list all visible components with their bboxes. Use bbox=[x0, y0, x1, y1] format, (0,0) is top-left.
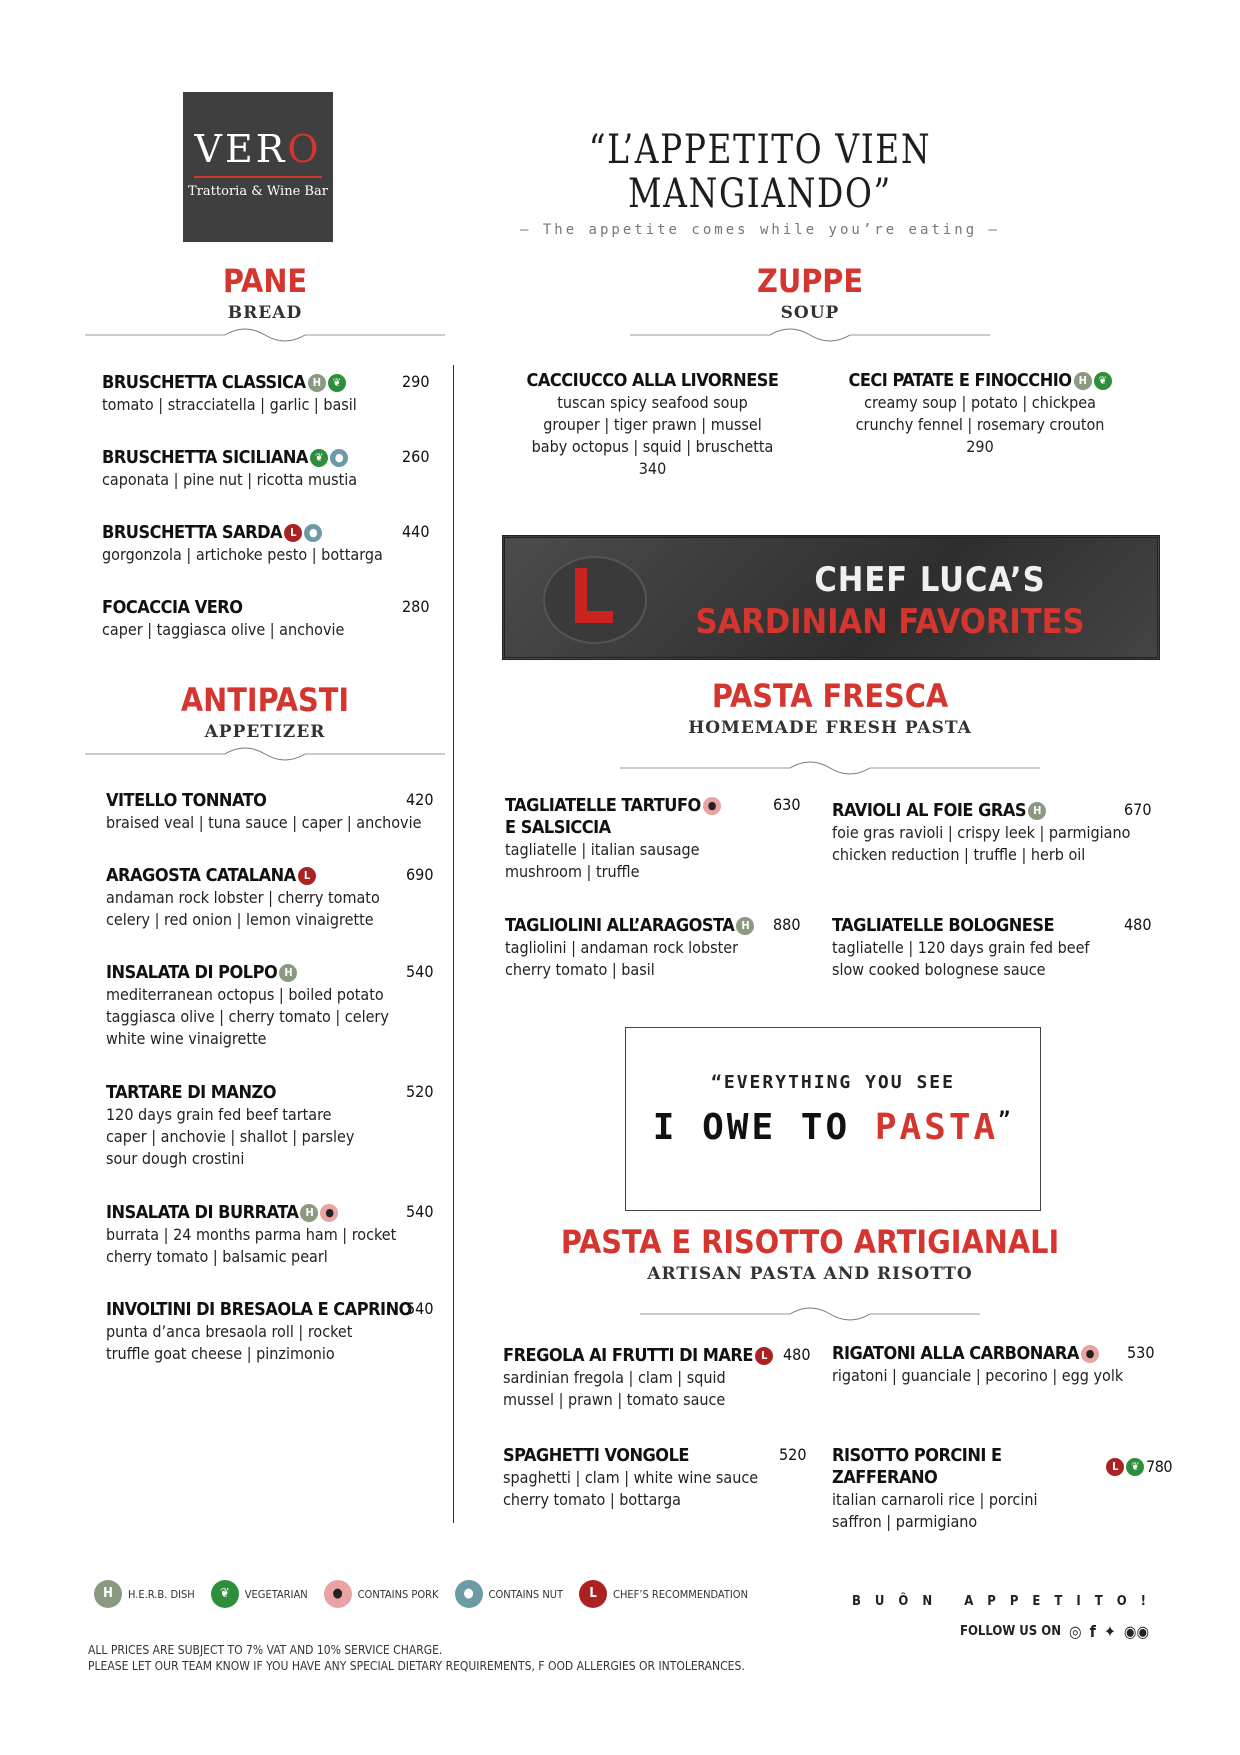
menu-item bbox=[503, 1445, 808, 1511]
item-price: 480 bbox=[783, 1345, 811, 1364]
chef-badge bbox=[543, 556, 647, 644]
item-desc: tagliatelle | italian sausage bbox=[505, 840, 700, 859]
item-name: TARTARE DI MANZO bbox=[106, 1082, 277, 1103]
item-desc: italian carnaroli rice | porcini bbox=[832, 1490, 1038, 1509]
vegetarian-icon: ❦ bbox=[310, 449, 328, 467]
item-desc: grouper | tiger prawn | mussel bbox=[543, 415, 762, 434]
item-desc: celery | red onion | lemon vinaigrette bbox=[106, 910, 374, 929]
section-title: PASTA FRESCA bbox=[711, 677, 949, 715]
section-subtitle: BREAD bbox=[227, 303, 303, 323]
item-name: E SALSICCIA bbox=[505, 817, 611, 838]
chef-recommendation-icon: L bbox=[1106, 1458, 1124, 1476]
nut-icon: ● bbox=[455, 1580, 483, 1608]
item-desc: cherry tomato | bottarga bbox=[503, 1490, 681, 1509]
item-desc: foie gras ravioli | crispy leek | parmigiano bbox=[832, 823, 1131, 842]
chef-recommendation-icon: L bbox=[298, 867, 316, 885]
item-price: 290 bbox=[402, 372, 430, 391]
item-name: INVOLTINI DI BRESAOLA E CAPRINO bbox=[106, 1299, 412, 1320]
twitter-icon[interactable]: ✦ bbox=[1103, 1622, 1116, 1641]
herb-icon: H bbox=[94, 1580, 122, 1608]
item-name: BRUSCHETTA CLASSICA bbox=[102, 372, 306, 393]
banner-line1: CHEF LUCA’S bbox=[814, 560, 1046, 600]
footer-note: ALL PRICES ARE SUBJECT TO 7% VAT AND 10% SERVICE CHARGE. bbox=[88, 1643, 443, 1657]
facebook-icon[interactable]: f bbox=[1089, 1622, 1096, 1641]
pasta-quote-line2: I OWE TO PASTA” bbox=[652, 1107, 1014, 1148]
item-name: CACCIUCCO ALLA LIVORNESE bbox=[526, 370, 779, 391]
menu-item bbox=[106, 790, 446, 834]
footer-notes bbox=[88, 1642, 745, 1674]
section-subtitle: HOMEMADE FRESH PASTA bbox=[688, 718, 972, 738]
item-name: TAGLIOLINI ALL’ARAGOSTA bbox=[505, 915, 735, 936]
item-name: RAVIOLI AL FOIE GRAS bbox=[832, 800, 1027, 821]
menu-item bbox=[102, 372, 442, 416]
menu-item bbox=[832, 915, 1162, 981]
item-price: 520 bbox=[406, 1082, 434, 1101]
item-price: 480 bbox=[1124, 915, 1152, 934]
item-name: FOCACCIA VERO bbox=[102, 597, 243, 618]
item-desc: andaman rock lobster | cherry tomato bbox=[106, 888, 380, 907]
legend-label: VEGETARIAN bbox=[244, 1587, 308, 1601]
legend bbox=[92, 1580, 762, 1608]
follow-label: FOLLOW US ON bbox=[960, 1624, 1062, 1639]
item-desc: sour dough crostini bbox=[106, 1149, 245, 1168]
item-name: BRUSCHETTA SICILIANA bbox=[102, 447, 308, 468]
item-price: 260 bbox=[402, 447, 430, 466]
section-pasta-fresca-header bbox=[620, 677, 1040, 780]
item-desc: creamy soup | potato | chickpea bbox=[864, 393, 1096, 412]
item-desc: caponata | pine nut | ricotta mustia bbox=[102, 470, 358, 489]
item-name: SPAGHETTI VONGOLE bbox=[503, 1445, 689, 1466]
menu-item bbox=[845, 370, 1115, 458]
menu-item bbox=[505, 795, 805, 883]
chef-recommendation-icon: L bbox=[579, 1580, 607, 1608]
item-price: 540 bbox=[406, 1299, 434, 1318]
item-price: 520 bbox=[779, 1445, 807, 1464]
pasta-quote-box bbox=[625, 1027, 1041, 1211]
item-desc: slow cooked bolognese sauce bbox=[832, 960, 1046, 979]
menu-item bbox=[520, 370, 785, 480]
pasta-quote-line1: “EVERYTHING YOU SEE bbox=[711, 1072, 955, 1093]
item-price: 530 bbox=[1127, 1343, 1155, 1362]
vegetarian-icon: ❦ bbox=[1094, 372, 1112, 390]
item-name: BRUSCHETTA SARDA bbox=[102, 522, 283, 543]
pork-icon: ● bbox=[320, 1204, 338, 1222]
item-desc: tomato | stracciatella | garlic | basil bbox=[102, 395, 357, 414]
item-desc: caper | anchovie | shallot | parsley bbox=[106, 1127, 355, 1146]
item-price: 540 bbox=[406, 962, 434, 981]
item-name: TAGLIATELLE BOLOGNESE bbox=[832, 915, 1055, 936]
menu-item bbox=[106, 1299, 446, 1365]
item-desc: 120 days grain fed beef tartare bbox=[106, 1105, 332, 1124]
item-desc: crunchy fennel | rosemary crouton bbox=[855, 415, 1105, 434]
header-quote bbox=[440, 128, 1080, 238]
chef-recommendation-icon: L bbox=[284, 524, 302, 542]
item-desc: saffron | parmigiano bbox=[832, 1512, 978, 1531]
section-zuppe-header bbox=[630, 262, 990, 347]
item-name: TAGLIATELLE TARTUFO bbox=[505, 795, 701, 816]
item-desc: truffle goat cheese | pinzimonio bbox=[106, 1344, 335, 1363]
item-desc: mussel | prawn | tomato sauce bbox=[503, 1390, 726, 1409]
pork-icon: ● bbox=[324, 1580, 352, 1608]
section-pane-header bbox=[85, 262, 445, 347]
ornament-divider bbox=[630, 323, 990, 347]
item-name: RIGATONI ALLA CARBONARA bbox=[832, 1343, 1079, 1364]
item-price: 440 bbox=[402, 522, 430, 541]
menu-item bbox=[832, 1343, 1162, 1387]
section-subtitle: SOUP bbox=[780, 303, 840, 323]
herb-icon: H bbox=[279, 964, 297, 982]
item-desc: baby octopus | squid | bruschetta bbox=[531, 437, 774, 456]
item-desc: tagliatelle | 120 days grain fed beef bbox=[832, 938, 1090, 957]
legend-label: H.E.R.B. DISH bbox=[128, 1587, 195, 1601]
chef-banner bbox=[502, 535, 1160, 660]
item-price: 540 bbox=[406, 1202, 434, 1221]
item-price: 340 bbox=[638, 459, 667, 478]
item-price: 670 bbox=[1124, 800, 1152, 819]
item-desc: burrata | 24 months parma ham | rocket bbox=[106, 1225, 397, 1244]
nut-icon: ● bbox=[330, 449, 348, 467]
section-title: ANTIPASTI bbox=[180, 681, 350, 719]
item-desc: spaghetti | clam | white wine sauce bbox=[503, 1468, 759, 1487]
menu-item bbox=[106, 1202, 446, 1268]
item-price: 880 bbox=[773, 915, 801, 934]
item-name: INSALATA DI BURRATA bbox=[106, 1202, 299, 1223]
banner-line2: SARDINIAN FAVORITES bbox=[695, 602, 1085, 642]
item-price: 290 bbox=[966, 437, 994, 456]
item-desc: sardinian fregola | clam | squid bbox=[503, 1368, 726, 1387]
herb-icon: H bbox=[300, 1204, 318, 1222]
menu-item bbox=[832, 1445, 1172, 1533]
item-desc: cherry tomato | balsamic pearl bbox=[106, 1247, 328, 1266]
quote-translation: – The appetite comes while you’re eating – bbox=[519, 222, 1000, 238]
section-antipasti-header bbox=[85, 681, 445, 766]
menu-item bbox=[102, 522, 442, 566]
section-subtitle: APPETIZER bbox=[204, 722, 326, 742]
item-name: ARAGOSTA CATALANA bbox=[106, 865, 296, 886]
logo-subtitle: Trattoria & Wine Bar bbox=[188, 184, 328, 199]
pork-icon: ● bbox=[703, 797, 721, 815]
item-desc: chicken reduction | truffle | herb oil bbox=[832, 845, 1086, 864]
section-subtitle: ARTISAN PASTA AND RISOTTO bbox=[647, 1264, 973, 1284]
tripadvisor-icon[interactable]: ◉◉ bbox=[1123, 1622, 1150, 1641]
item-name: VITELLO TONNATO bbox=[106, 790, 267, 811]
menu-item bbox=[832, 800, 1162, 866]
legend-label: CONTAINS NUT bbox=[488, 1587, 564, 1601]
vegetarian-icon: ❦ bbox=[1126, 1458, 1144, 1476]
ornament-divider bbox=[85, 323, 445, 347]
item-price: 420 bbox=[406, 790, 434, 809]
instagram-icon[interactable]: ◎ bbox=[1069, 1622, 1082, 1641]
section-risotto-header bbox=[560, 1223, 1060, 1326]
legend-label: CONTAINS PORK bbox=[357, 1587, 439, 1601]
item-desc: tagliolini | andaman rock lobster bbox=[505, 938, 739, 957]
item-name: FREGOLA AI FRUTTI DI MARE bbox=[503, 1345, 753, 1366]
herb-icon: H bbox=[308, 374, 326, 392]
menu-item bbox=[102, 447, 442, 491]
item-desc: punta d’anca bresaola roll | rocket bbox=[106, 1322, 353, 1341]
menu-item bbox=[106, 962, 446, 1050]
herb-icon: H bbox=[736, 917, 754, 935]
item-price: 280 bbox=[402, 597, 430, 616]
menu-item bbox=[505, 915, 805, 981]
logo-brand: VERO bbox=[194, 127, 322, 171]
column-divider bbox=[453, 365, 454, 1523]
ornament-divider bbox=[560, 1302, 1060, 1326]
logo-rule bbox=[194, 176, 322, 178]
item-price: 630 bbox=[773, 795, 801, 814]
legend-label: CHEF’S RECOMMENDATION bbox=[613, 1587, 748, 1601]
item-desc: cherry tomato | basil bbox=[505, 960, 655, 979]
buon-appetito: BUÔN APPETITO! bbox=[852, 1594, 1160, 1609]
item-desc: white wine vinaigrette bbox=[106, 1029, 267, 1048]
quote-main: “L’APPETITO VIEN MANGIANDO” bbox=[588, 127, 932, 217]
item-desc: rigatoni | guanciale | pecorino | egg yolk bbox=[832, 1366, 1124, 1385]
section-title: ZUPPE bbox=[756, 262, 864, 300]
menu-item bbox=[106, 1082, 446, 1170]
vegetarian-icon: ❦ bbox=[328, 374, 346, 392]
chef-recommendation-icon: L bbox=[755, 1347, 773, 1365]
herb-icon: H bbox=[1074, 372, 1092, 390]
nut-icon: ● bbox=[304, 524, 322, 542]
item-price: 690 bbox=[406, 865, 434, 884]
item-desc: tuscan spicy seafood soup bbox=[557, 393, 748, 412]
section-title: PASTA E RISOTTO ARTIGIANALI bbox=[560, 1223, 1060, 1261]
ornament-divider bbox=[85, 742, 445, 766]
herb-icon: H bbox=[1028, 802, 1046, 820]
section-title: PANE bbox=[222, 262, 308, 300]
item-desc: gorgonzola | artichoke pesto | bottarga bbox=[102, 545, 383, 564]
footer-note: PLEASE LET OUR TEAM KNOW IF YOU HAVE ANY SPECIAL DIETARY REQUIREMENTS, F OOD ALLERGIES OR INTOLERANCES. bbox=[88, 1659, 745, 1673]
logo bbox=[183, 92, 333, 242]
item-price: 780 bbox=[1146, 1457, 1172, 1476]
ornament-divider bbox=[620, 756, 1040, 780]
item-name: INSALATA DI POLPO bbox=[106, 962, 278, 983]
vegetarian-icon: ❦ bbox=[211, 1580, 239, 1608]
item-desc: braised veal | tuna sauce | caper | anchovie bbox=[106, 813, 422, 832]
menu-item bbox=[102, 597, 442, 641]
pork-icon: ● bbox=[1081, 1345, 1099, 1363]
menu-item bbox=[106, 865, 446, 931]
item-desc: mediterranean octopus | boiled potato bbox=[106, 985, 384, 1004]
item-desc: mushroom | truffle bbox=[505, 862, 640, 881]
item-name: CECI PATATE E FINOCCHIO bbox=[848, 370, 1072, 391]
item-desc: taggiasca olive | cherry tomato | celery bbox=[106, 1007, 389, 1026]
item-desc: caper | taggiasca olive | anchovie bbox=[102, 620, 345, 639]
menu-item bbox=[503, 1345, 811, 1411]
follow-us bbox=[960, 1622, 1149, 1641]
item-name: RISOTTO PORCINI E ZAFFERANO bbox=[832, 1445, 1002, 1488]
